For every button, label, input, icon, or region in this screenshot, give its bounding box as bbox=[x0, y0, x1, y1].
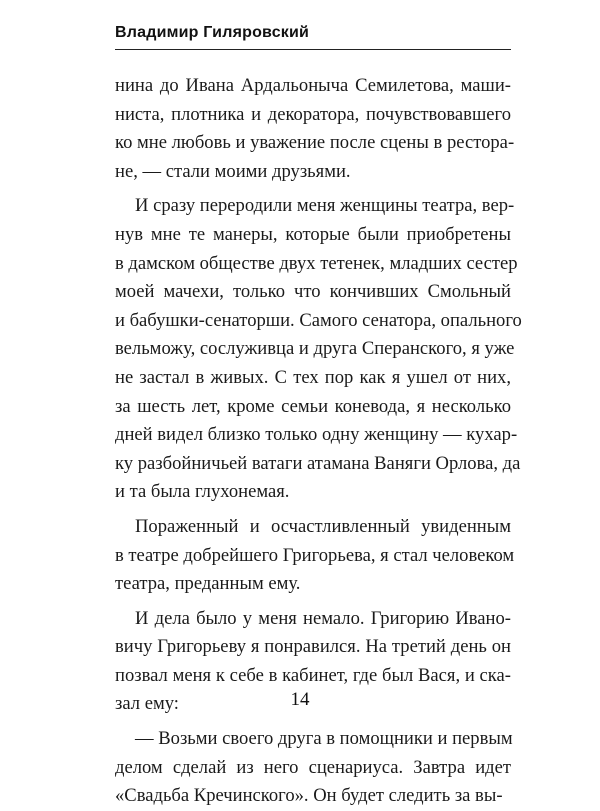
text-line: не застал в живых. С тех пор как я ушел от них, bbox=[115, 366, 511, 388]
paragraph bbox=[115, 725, 511, 811]
paragraph bbox=[115, 72, 515, 186]
text-line: И сразу переродили меня женщины театра, вер- bbox=[135, 195, 515, 217]
text-line: ко мне любовь и уважение после сцены в рестора- bbox=[115, 132, 515, 154]
text-line: моей мачехи, только что кончивших Смольный bbox=[115, 281, 511, 303]
text-line: вичу Григорьеву я понравился. На третий день он bbox=[115, 636, 511, 658]
text-line: ку разбойничьей ватаги атамана Ваняги Орлова, да bbox=[115, 452, 521, 474]
text-line: нув мне те манеры, которые были приобретены bbox=[115, 223, 511, 245]
text-line: ниста, плотника и декоратора, почувствовавшего bbox=[115, 103, 511, 125]
text-line: за шесть лет, кроме семьи коневода, я несколько bbox=[115, 395, 511, 417]
text-line: Пораженный и осчастливленный увиденным bbox=[135, 515, 511, 537]
text-line: И дела было у меня немало. Григорию Ивано- bbox=[135, 607, 511, 629]
text-line: позвал меня к себе в кабинет, где был Вася, и ска- bbox=[115, 664, 511, 686]
text-line: и бабушки-сенаторши. Самого сенатора, опального bbox=[115, 309, 522, 331]
text-line: делом сделай из него сценариуса. Завтра идет bbox=[115, 756, 511, 778]
running-head: Владимир Гиляровский bbox=[115, 24, 310, 41]
text-line: дней видел близко только одну женщину — кухар- bbox=[115, 424, 518, 446]
paragraph bbox=[115, 192, 522, 507]
text-line: «Свадьба Кречинского». Он будет следить за вы- bbox=[115, 785, 503, 807]
text-line: не, — стали моими друзьями. bbox=[115, 160, 351, 182]
text-line: и та была глухонемая. bbox=[115, 481, 290, 503]
text-line: зал ему: bbox=[115, 693, 179, 715]
page-number: 14 bbox=[290, 689, 310, 710]
text-line: в дамском обществе двух тетенек, младших сестер bbox=[115, 252, 518, 274]
text-line: в театре добрейшего Григорьева, я стал человеком bbox=[115, 544, 515, 566]
text-line: — Возьми своего друга в помощники и первым bbox=[135, 728, 513, 750]
paragraph bbox=[115, 513, 515, 599]
text-line: вельможу, сослуживца и друга Сперанского, я уже bbox=[115, 338, 515, 360]
text-line: театра, преданным ему. bbox=[115, 573, 301, 595]
text-line: нина до Ивана Ардальоныча Семилетова, маши- bbox=[115, 75, 511, 96]
header-rule bbox=[115, 49, 511, 50]
